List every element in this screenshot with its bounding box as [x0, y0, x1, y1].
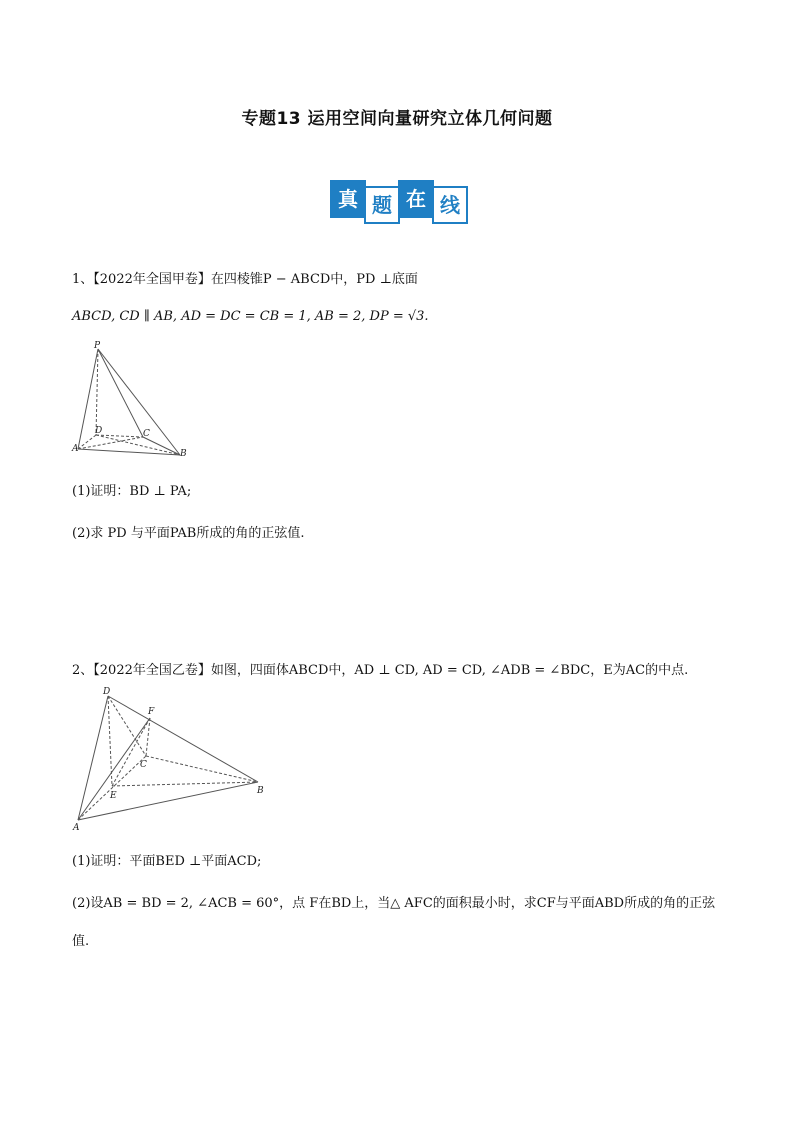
- banner-char-4: 线: [432, 186, 468, 224]
- q1-statement-line2: ABCD, CD ∥ AB, AD = DC = CB = 1, AB = 2, DP = √3.: [72, 309, 429, 324]
- banner-char-3: 在: [398, 180, 434, 218]
- q1-label-A: A: [72, 444, 79, 454]
- banner-char-2: 题: [364, 186, 400, 224]
- q1-label-P: P: [94, 341, 101, 351]
- q2-label-A: A: [73, 823, 80, 833]
- q2-label-C: C: [140, 760, 147, 770]
- q2-part2-line1: (2)设AB = BD = 2, ∠ACB = 60°，点 F在BD上，当△ AFC的面积最小时，求CF与平面ABD所成的角的正弦: [72, 896, 716, 911]
- q2-label-D: D: [103, 687, 111, 697]
- q1-part2: (2)求 PD 与平面PAB所成的角的正弦值.: [72, 526, 305, 541]
- page-title: 专题13 运用空间向量研究立体几何问题: [241, 109, 553, 129]
- q2-label-E: E: [110, 791, 117, 801]
- q2-tetrahedron-figure: [70, 684, 270, 832]
- q1-part1: (1)证明：BD ⊥ PA;: [72, 484, 192, 499]
- q2-statement-line1: 2、【2022年全国乙卷】如图，四面体ABCD中，AD ⊥ CD, AD = CD, ∠ADB = ∠BDC，E为AC的中点.: [72, 663, 689, 678]
- q1-label-B: B: [180, 449, 187, 459]
- q2-label-B: B: [257, 786, 264, 796]
- q1-label-D: D: [95, 426, 103, 436]
- q1-statement-line1: 1、【2022年全国甲卷】在四棱锥P − ABCD中，PD ⊥底面: [72, 272, 418, 287]
- q1-label-C: C: [143, 429, 150, 439]
- banner-char-1: 真: [330, 180, 366, 218]
- q2-part2-line2: 值.: [72, 934, 90, 949]
- q2-label-F: F: [148, 707, 155, 717]
- section-banner: [330, 180, 470, 222]
- q1-pyramid-figure: [70, 343, 195, 461]
- q2-part1: (1)证明：平面BED ⊥平面ACD;: [72, 854, 262, 869]
